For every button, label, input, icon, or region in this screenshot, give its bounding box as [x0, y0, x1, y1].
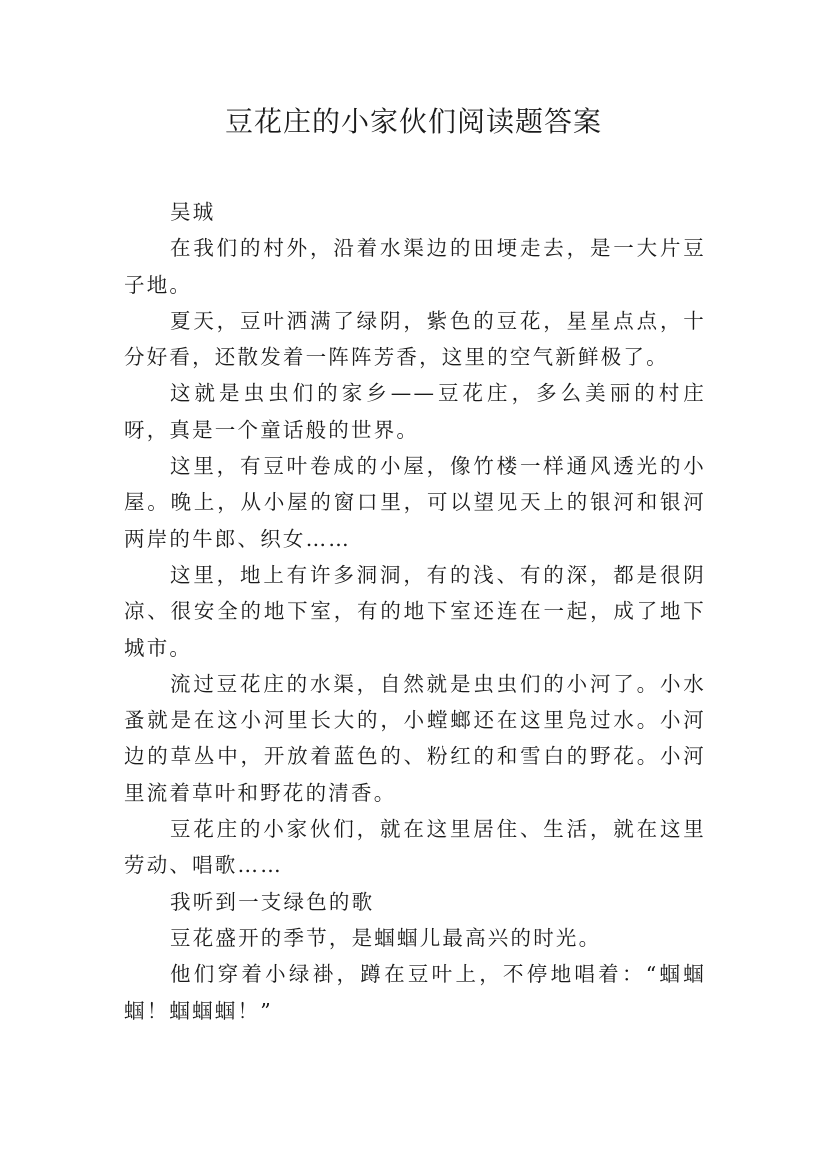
section-heading: 我听到一支绿色的歌	[170, 889, 375, 914]
paragraph: 夏天，豆叶洒满了绿阴，紫色的豆花，星星点点，十分好看，还散发着一阵阵芳香，这里的空气新鲜极了。	[124, 308, 706, 370]
document-title: 豆花庄的小家伙们阅读题答案	[224, 105, 602, 138]
paragraph: 豆花庄的小家伙们，就在这里居住、生活，就在这里劳动、唱歌……	[124, 817, 706, 878]
paragraph: 这就是虫虫们的家乡——豆花庄，多么美丽的村庄呀，真是一个童话般的世界。	[124, 381, 706, 442]
paragraph: 这里，有豆叶卷成的小屋，像竹楼一样通风透光的小屋。晚上，从小屋的窗口里，可以望见天上的银河和银河两岸的牛郎、织女……	[124, 454, 706, 551]
paragraph: 这里，地上有许多洞洞，有的浅、有的深，都是很阴凉、很安全的地下室，有的地下室还连在一起，成了地下城市。	[124, 562, 706, 660]
paragraph: 豆花盛开的季节，是蝈蝈儿最高兴的时光。	[170, 925, 602, 950]
paragraph: 他们穿着小绿褂，蹲在豆叶上，不停地唱着：“蝈蝈蝈！蝈蝈蝈！”	[124, 962, 706, 1023]
paragraph: 在我们的村外，沿着水渠边的田埂走去，是一大片豆子地。	[124, 236, 706, 297]
paragraph: 流过豆花庄的水渠，自然就是虫虫们的小河了。小水蚤就是在这小河里长大的，小螳螂还在这里凫过水。小河边的草丛中，开放着蓝色的、粉红的和雪白的野花。小河里流着草叶和野花的清香。	[124, 671, 706, 805]
document-body	[124, 194, 706, 1029]
author-line: 吴珹	[170, 200, 216, 224]
